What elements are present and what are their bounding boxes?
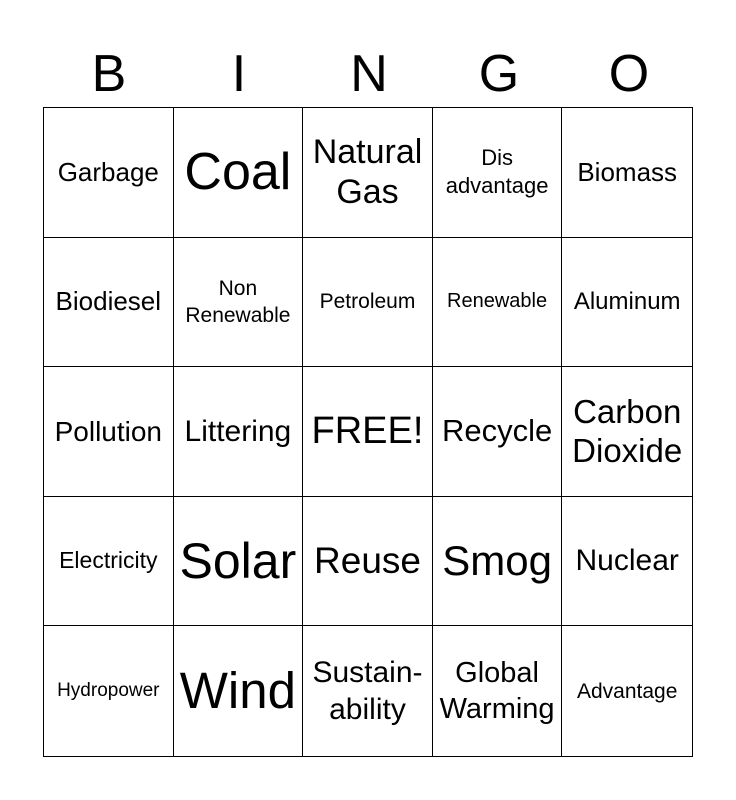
bingo-cell[interactable]: Biomass (562, 108, 692, 238)
bingo-cell[interactable]: FREE! (303, 367, 433, 497)
bingo-cell[interactable]: Hydropower (44, 626, 174, 756)
bingo-cell[interactable]: Garbage (44, 108, 174, 238)
header-letter-g: G (478, 45, 520, 103)
bingo-cell[interactable]: Wind (174, 626, 304, 756)
bingo-cell[interactable]: Advantage (576, 679, 678, 703)
header-letter-b: B (91, 45, 127, 103)
header-letter-o: O (608, 45, 650, 103)
bingo-cell[interactable]: Dis advantage (433, 108, 563, 238)
header-letter-n: N (350, 45, 388, 103)
bingo-cell[interactable]: Recycle (433, 367, 563, 497)
bingo-cell[interactable]: Electricity (44, 497, 174, 627)
bingo-cell[interactable]: Coal (174, 108, 304, 238)
bingo-cell[interactable]: Non Renewable (174, 238, 304, 368)
bingo-cell[interactable]: Petroleum (303, 238, 433, 368)
bingo-cell[interactable]: Littering (174, 367, 304, 497)
bingo-cell[interactable]: Aluminum (562, 238, 692, 368)
bingo-cell[interactable]: Reuse (303, 497, 433, 627)
bingo-cell[interactable]: Renewable (433, 238, 563, 368)
bingo-card-grid (43, 107, 693, 757)
bingo-cell[interactable]: Biodiesel (44, 238, 174, 368)
bingo-cell[interactable]: Nuclear (562, 497, 692, 627)
bingo-cell[interactable]: Global Warming (433, 626, 563, 756)
bingo-cell[interactable]: Carbon Dioxide (562, 367, 692, 497)
bingo-cell[interactable]: Solar (174, 497, 304, 627)
header-letter-i: I (231, 45, 247, 103)
bingo-header (44, 40, 694, 108)
bingo-cell[interactable]: Pollution (44, 367, 174, 497)
bingo-cell[interactable]: Sustain- ability (303, 626, 433, 756)
bingo-cell[interactable]: Smog (433, 497, 563, 627)
bingo-cell[interactable]: Natural Gas (303, 108, 433, 238)
